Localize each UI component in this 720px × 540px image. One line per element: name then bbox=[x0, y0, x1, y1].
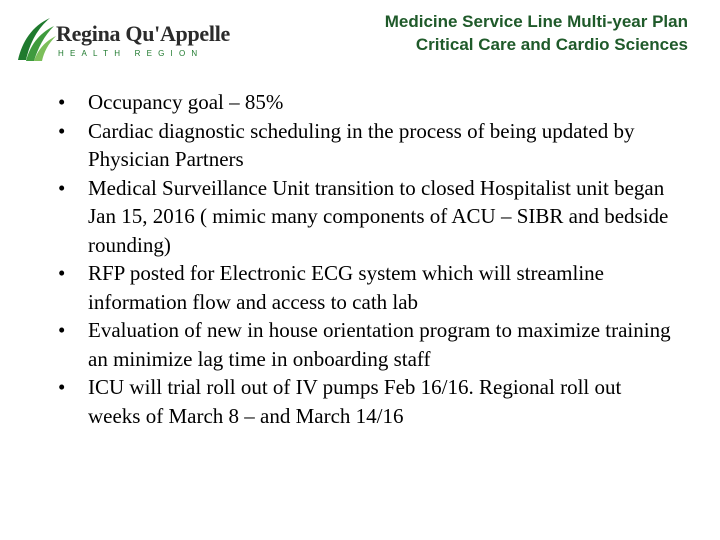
list-item bbox=[58, 117, 678, 174]
bullet-icon: • bbox=[58, 118, 66, 143]
bullet-icon: • bbox=[58, 375, 66, 399]
bullet-icon: • bbox=[58, 261, 66, 285]
list-item bbox=[58, 259, 678, 316]
bullet-text: Medical Surveillance Unit transition to closed Hospitalist unit began Jan 15, 2016 ( mimic many components of ACU – SIBR and bedside rounding) bbox=[88, 175, 669, 257]
health-region-logo bbox=[14, 14, 244, 66]
logo-subtitle: HEALTH REGION bbox=[58, 49, 204, 58]
logo-name: Regina Qu'Appelle bbox=[56, 21, 230, 46]
list-item bbox=[58, 373, 678, 430]
bullet-text: Occupancy goal – 85% bbox=[88, 90, 284, 114]
title-line-2: Critical Care and Cardio Sciences bbox=[415, 35, 688, 54]
list-item bbox=[58, 88, 678, 117]
bullet-text: ICU will trial roll out of IV pumps Feb 16/16. Regional roll out weeks of March 8 – and March 14/16 bbox=[88, 375, 622, 428]
bullet-icon: • bbox=[58, 175, 66, 200]
bullet-icon: • bbox=[58, 90, 66, 114]
bullet-icon: • bbox=[58, 318, 66, 342]
list-item bbox=[58, 174, 678, 260]
slide-title bbox=[385, 10, 688, 56]
bullet-text: Evaluation of new in house orientation program to maximize training an minimize lag time in onboarding staff bbox=[88, 318, 671, 371]
bullet-text: RFP posted for Electronic ECG system which will streamline information flow and access to cath lab bbox=[88, 261, 604, 314]
leaf-swoosh-icon bbox=[14, 14, 58, 66]
list-item bbox=[58, 316, 678, 373]
bullet-text: Cardiac diagnostic scheduling in the process of being updated by Physician Partners bbox=[88, 118, 635, 171]
bullet-list bbox=[58, 88, 678, 430]
title-line-1: Medicine Service Line Multi-year Plan bbox=[384, 12, 688, 31]
